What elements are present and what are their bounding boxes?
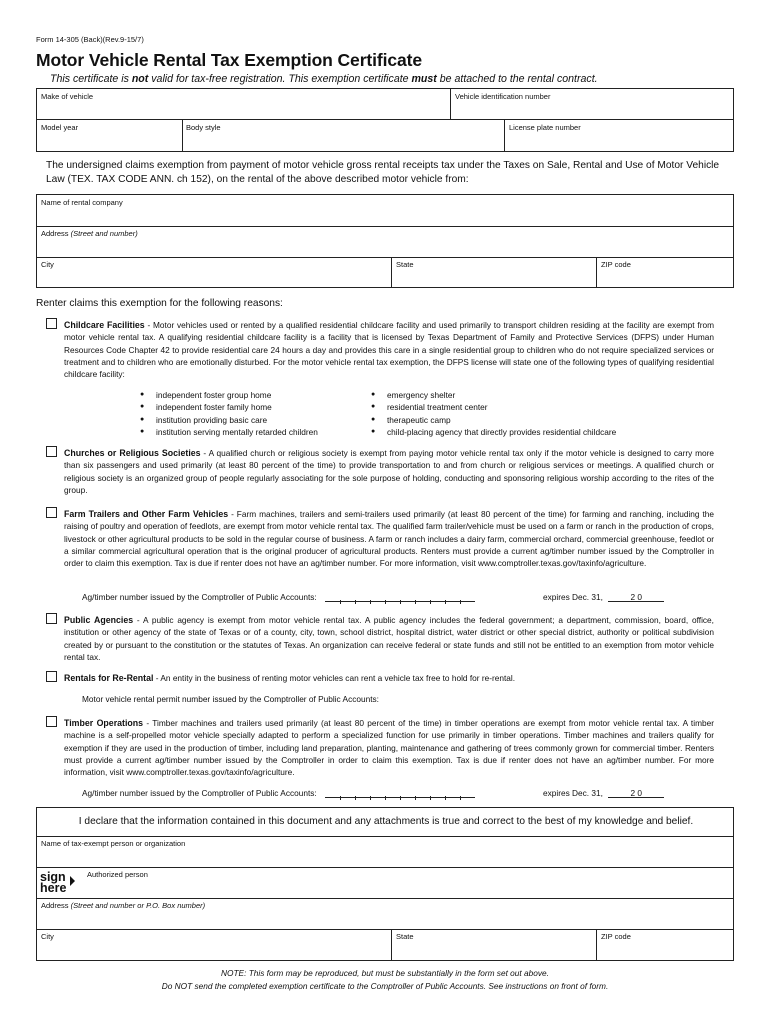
model-year-label: Model year	[41, 123, 79, 132]
public-agencies-checkbox[interactable]	[46, 613, 57, 624]
vin-label: Vehicle identification number	[455, 92, 551, 101]
rental-company-name-field[interactable]	[41, 209, 729, 224]
declaration-zip-field[interactable]	[601, 943, 729, 958]
make-of-vehicle-field[interactable]	[41, 102, 446, 117]
org-name-field[interactable]	[41, 850, 729, 865]
rental-company-name-label: Name of rental company	[41, 198, 123, 207]
list-item: ● child-placing agency that directly provides residential childcare	[371, 426, 616, 438]
list-item: ● institution serving mentally retarded children	[140, 426, 318, 438]
public-agencies-reason: Public Agencies - A public agency is exempt from motor vehicle rental tax. A public agency includes the federal government; a department, commission, board, office, institution or other agency of the state of Texas or of a county, city, town, school district, hospital district, water district or other special district, authority or political subdivision created by or pursuant to the constitution or the statutes of Texas. An organization can receive federal or state funds and still not be entitled to an exemption from motor vehicle rental tax.	[64, 615, 714, 662]
farm-ag-number-line: Ag/timber number issued by the Comptroller of Public Accounts:	[82, 592, 475, 602]
timber-expires-year-field[interactable]: 2 0	[608, 788, 664, 798]
timber-reason: Timber Operations - Timber machines and trailers used primarily (at least 80 percent of the time) in timber operations are exempt from motor vehicle rental tax. A timber machine is a self-propelled motor vehicle specially adapted to perform a specialized function for use primarily in timber operations. Timber machines and trailers qualify for exemption if they are used in the production of timber, including land preparation, planting, maintenance and gathering of trees commonly grown for commercial timber. Renters must provide a current ag/timber number issued by the Comptroller in order to claim this exemption. Tax is due if renter does not have an ag/timber number. For more information, visit www.comptroller.texas.gov/taxinfo/agriculture.	[64, 718, 714, 778]
org-name-label: Name of tax-exempt person or organization	[41, 839, 186, 848]
declaration-state-field[interactable]	[396, 943, 592, 958]
rental-company-address-label: Address (Street and number)	[41, 229, 138, 238]
childcare-checkbox[interactable]	[46, 318, 57, 329]
list-item: ● therapeutic camp	[371, 414, 616, 426]
churches-checkbox[interactable]	[46, 446, 57, 457]
declaration-city-field[interactable]	[41, 943, 387, 958]
authorized-person-label: Authorized person	[87, 870, 148, 879]
rerental-permit-field[interactable]	[385, 694, 615, 704]
farm-checkbox[interactable]	[46, 507, 57, 518]
rental-company-address-field[interactable]	[41, 240, 729, 255]
farm-expires-line: expires Dec. 31, 2 0	[543, 592, 664, 602]
list-item: ● independent foster group home	[140, 389, 318, 401]
rental-company-state-field[interactable]	[396, 271, 592, 286]
rental-company-box	[36, 194, 734, 288]
list-item: ● emergency shelter	[371, 389, 616, 401]
sign-here-marker: sign here	[40, 870, 67, 895]
body-style-field[interactable]	[186, 134, 500, 149]
vin-field[interactable]	[455, 102, 730, 117]
license-plate-label: License plate number	[509, 123, 581, 132]
make-of-vehicle-label: Make of vehicle	[41, 92, 94, 101]
form-number: Form 14-305 (Back)(Rev.9-15/7)	[36, 35, 144, 44]
timber-ag-number-line: Ag/timber number issued by the Comptroller of Public Accounts:	[82, 788, 475, 798]
intro-paragraph: The undersigned claims exemption from payment of motor vehicle gross rental receipts tax under the Taxes on Sale, Rental and Use of Motor Vehicle Law (TEX. TAX CODE ANN. ch 152), on the rental of the above described motor vehicle from:	[46, 160, 720, 185]
declaration-state-label: State	[396, 932, 414, 941]
rental-company-zip-field[interactable]	[601, 271, 729, 286]
declaration-city-label: City	[41, 932, 54, 941]
childcare-reason: Childcare Facilities - Motor vehicles used or rented by a qualified residential childcare facility and used primarily to transport children residing at the facility are exempt from motor vehicle rental tax. A qualifying residential childcare facility is a facility that is licensed by Texas Department of Family and Protective Services (DFPS) under Human Resources Code Chapter 42 to provide residential care 24 hours a day and provides this care in a single residential group to children who do not require specialized services or treatment and to children who are emotionally disturbed. For the motor vehicle rental tax exemption, the DFPS license will state one of the following types of qualifying residential childcare facility:	[64, 320, 714, 380]
note-line-1: NOTE: This form may be reproduced, but must be substantially in the form set out above.	[221, 968, 549, 978]
model-year-field[interactable]	[41, 134, 179, 149]
farm-reason: Farm Trailers and Other Farm Vehicles - Farm machines, trailers and semi-trailers used primarily (at least 80 percent of the time) for farming and ranching, including the raising of poultry and operation of feedlots, are exempt from motor vehicle rental tax. The qualified farm trailer/vehicle must be used on a farm or ranch in the production of crops, livestock or other agricultural products to be sold in the regular course of business. A farm or ranch includes a dairy farm, commercial orchard, commercial greenhouse, feedlot or a similar commercial agricultural operation that is the original producer of agricultural products. Renters must provide a current ag/timber number issued by the Comptroller in order to claim this exemption. Tax is due if renter does not have an ag/timber number. For more information, visit www.comptroller.texas.gov/taxinfo/agriculture.	[64, 509, 715, 569]
declaration-zip-label: ZIP code	[601, 932, 631, 941]
rental-company-state-label: State	[396, 260, 414, 269]
declaration-address-field[interactable]	[41, 912, 729, 927]
vehicle-info-box	[36, 88, 734, 152]
license-plate-field[interactable]	[509, 134, 729, 149]
subtitle: This certificate is not valid for tax-free registration. This exemption certificate must be attached to the rental contract.	[50, 73, 598, 85]
rerental-checkbox[interactable]	[46, 671, 57, 682]
timber-expires-line: expires Dec. 31, 2 0	[543, 788, 664, 798]
note-line-2: Do NOT send the completed exemption certificate to the Comptroller of Public Accounts. See instructions on front of form.	[161, 981, 609, 991]
declaration-box	[36, 807, 734, 961]
farm-ag-number-field[interactable]	[325, 592, 475, 602]
body-style-label: Body style	[186, 123, 221, 132]
list-item: ● residential treatment center	[371, 401, 616, 413]
timber-checkbox[interactable]	[46, 716, 57, 727]
rerental-permit-line: Motor vehicle rental permit number issued by the Comptroller of Public Accounts:	[82, 694, 615, 704]
sign-arrow-icon	[70, 876, 75, 886]
reasons-heading: Renter claims this exemption for the following reasons:	[36, 298, 283, 309]
rental-company-zip-label: ZIP code	[601, 260, 631, 269]
rerental-reason: Rentals for Re-Rental - An entity in the business of renting motor vehicles can rent a vehicle tax free to hold for re-rental.	[64, 673, 516, 683]
declaration-statement: I declare that the information contained in this document and any attachments is true and correct to the best of my knowledge and belief.	[78, 816, 694, 827]
childcare-bullets-left	[140, 389, 318, 438]
farm-expires-year-field[interactable]: 2 0	[608, 592, 664, 602]
childcare-bullets-right	[371, 389, 616, 438]
list-item: ● institution providing basic care	[140, 414, 318, 426]
page-title: Motor Vehicle Rental Tax Exemption Certificate	[36, 50, 423, 70]
rental-company-city-label: City	[41, 260, 54, 269]
declaration-address-label: Address (Street and number or P.O. Box number)	[41, 901, 206, 910]
list-item: ● independent foster family home	[140, 401, 318, 413]
churches-reason: Churches or Religious Societies - A qualified church or religious society is exempt from paying motor vehicle rental tax only if the motor vehicle is designed to carry more than six passengers and used primarily (at least 80 percent of the time) to provide transportation to and from church or religious services or meetings. A qualified church or religious society is an organized group of people regularly associating for the sole purpose of holding, conducting and sponsoring religious worship according to the rites of the group.	[64, 448, 715, 495]
timber-ag-number-field[interactable]	[325, 788, 475, 798]
rental-company-city-field[interactable]	[41, 271, 387, 286]
authorized-person-signature-field[interactable]	[87, 881, 729, 896]
